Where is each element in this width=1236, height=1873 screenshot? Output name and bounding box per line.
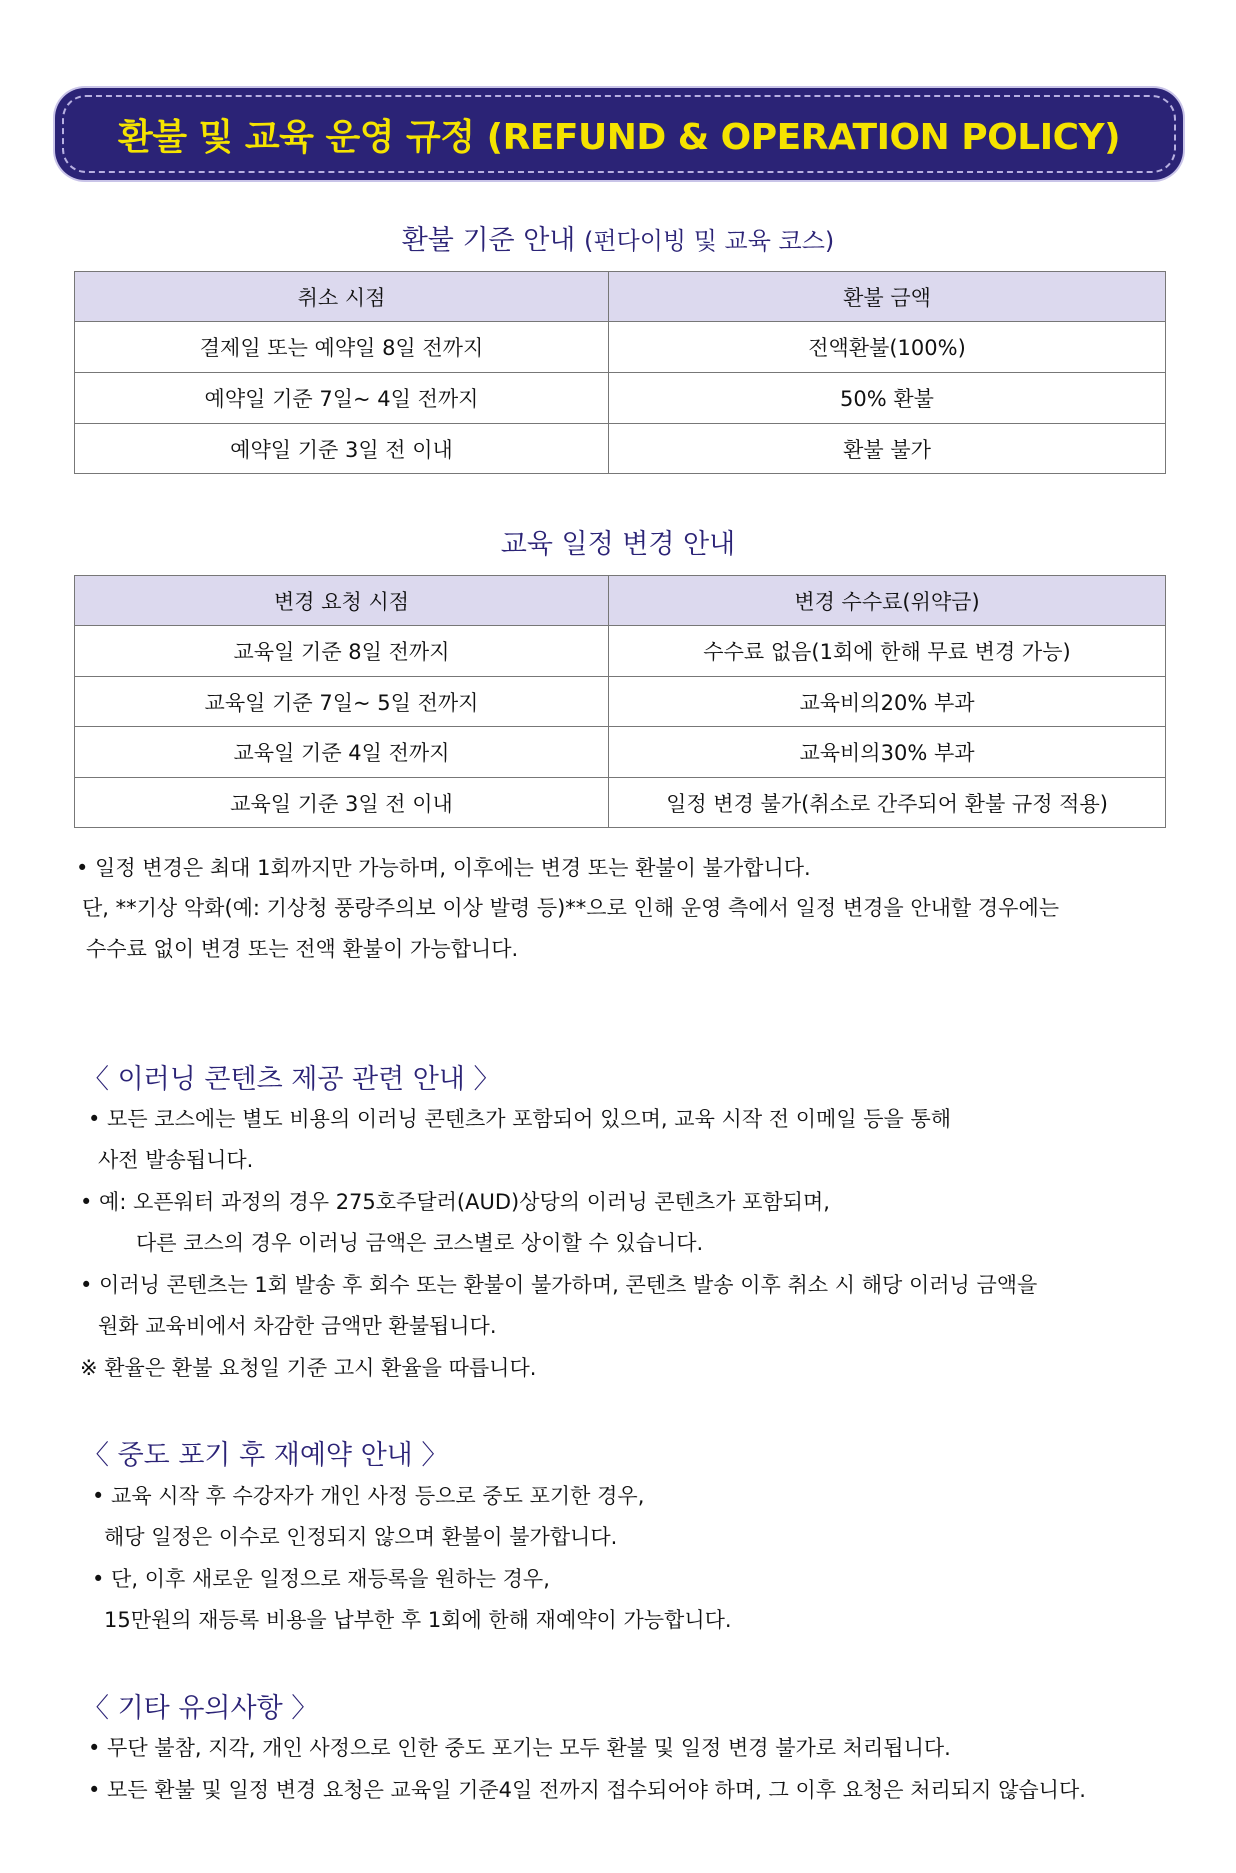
table-cell: 교육일 기준 8일 전까지 [75,626,609,677]
other-line-2: • 모든 환불 및 일정 변경 요청은 교육일 기준4일 전까지 접수되어야 하며, 그 이후 요청은 처리되지 않습니다. [88,1778,1086,1802]
table-cell: 예약일 기준 7일~ 4일 전까지 [75,373,609,424]
table-header-row [75,576,1166,626]
table-cell: 수수료 없음(1회에 한해 무료 변경 가능) [609,626,1166,677]
elearning-heading: 〈 이러닝 콘텐츠 제공 관련 안내 〉 [82,1064,501,1095]
table-row [75,424,1166,474]
table-cell: 결제일 또는 예약일 8일 전까지 [75,322,609,373]
table-cell: 예약일 기준 3일 전 이내 [75,424,609,474]
elearning-line-1: • 모든 코스에는 별도 비용의 이러닝 콘텐츠가 포함되어 있으며, 교육 시작 전 이메일 등을 통해 [88,1107,952,1131]
table-row [75,727,1166,778]
table-row [75,778,1166,828]
table-cell: 50% 환불 [609,373,1166,424]
elearning-line-2: 사전 발송됩니다. [98,1148,254,1172]
change-note-2: 단, **기상 악화(예: 기상청 풍랑주의보 이상 발령 등)**으로 인해 운영 측에서 일정 변경을 안내할 경우에는 [82,896,1060,920]
change-section-title [0,522,1236,561]
elearning-line-3: • 예: 오픈워터 과정의 경우 275호주달러(AUD)상당의 이러닝 콘텐츠가 포함되며, [80,1190,830,1214]
rebooking-line-4: 15만원의 재등록 비용을 납부한 후 1회에 한해 재예약이 가능합니다. [104,1608,732,1632]
page-title: 환불 및 교육 운영 규정 (REFUND & OPERATION POLICY) [117,116,1121,158]
refund-title: 환불 기준 안내 [401,225,576,256]
change-title: 교육 일정 변경 안내 [500,529,736,560]
table-row [75,322,1166,373]
rebooking-line-1: • 교육 시작 후 수강자가 개인 사정 등으로 중도 포기한 경우, [92,1484,645,1508]
header-cell: 환불 금액 [609,272,1166,322]
title-banner [55,88,1183,180]
table-row [75,626,1166,677]
change-table [74,575,1166,828]
refund-table [74,271,1166,474]
rebooking-line-3: • 단, 이후 새로운 일정으로 재등록을 원하는 경우, [92,1567,550,1591]
table-cell: 교육비의30% 부과 [609,727,1166,778]
elearning-line-6: 원화 교육비에서 차감한 금액만 환불됩니다. [98,1314,497,1338]
table-cell: 교육일 기준 7일~ 5일 전까지 [75,677,609,727]
change-note-1: • 일정 변경은 최대 1회까지만 가능하며, 이후에는 변경 또는 환불이 불가합니다. [76,856,811,880]
title-banner-border [62,95,1176,173]
table-row [75,373,1166,424]
header-cell: 변경 수수료(위약금) [609,576,1166,626]
table-cell: 교육일 기준 4일 전까지 [75,727,609,778]
table-cell: 교육일 기준 3일 전 이내 [75,778,609,828]
table-cell: 일정 변경 불가(취소로 간주되어 환불 규정 적용) [609,778,1166,828]
change-note-3: 수수료 없이 변경 또는 전액 환불이 가능합니다. [86,937,519,961]
table-cell: 환불 불가 [609,424,1166,474]
other-line-1: • 무단 불참, 지각, 개인 사정으로 인한 중도 포기는 모두 환불 및 일정 변경 불가로 처리됩니다. [88,1736,951,1760]
refund-subtitle: (펀다이빙 및 교육 코스) [583,227,835,255]
rebooking-line-2: 해당 일정은 이수로 인정되지 않으며 환불이 불가합니다. [104,1525,618,1549]
rebooking-heading: 〈 중도 포기 후 재예약 안내 〉 [82,1440,449,1471]
other-heading: 〈 기타 유의사항 〉 [82,1693,319,1724]
elearning-line-7: ※ 환율은 환불 요청일 기준 고시 환율을 따릅니다. [80,1356,537,1380]
table-row [75,677,1166,727]
refund-section-title [0,218,1236,257]
table-cell: 전액환불(100%) [609,322,1166,373]
header-cell: 취소 시점 [75,272,609,322]
table-header-row [75,272,1166,322]
header-cell: 변경 요청 시점 [75,576,609,626]
elearning-line-4: 다른 코스의 경우 이러닝 금액은 코스별로 상이할 수 있습니다. [136,1231,704,1255]
elearning-line-5: • 이러닝 콘텐츠는 1회 발송 후 회수 또는 환불이 불가하며, 콘텐츠 발송 이후 취소 시 해당 이러닝 금액을 [80,1273,1038,1297]
table-cell: 교육비의20% 부과 [609,677,1166,727]
